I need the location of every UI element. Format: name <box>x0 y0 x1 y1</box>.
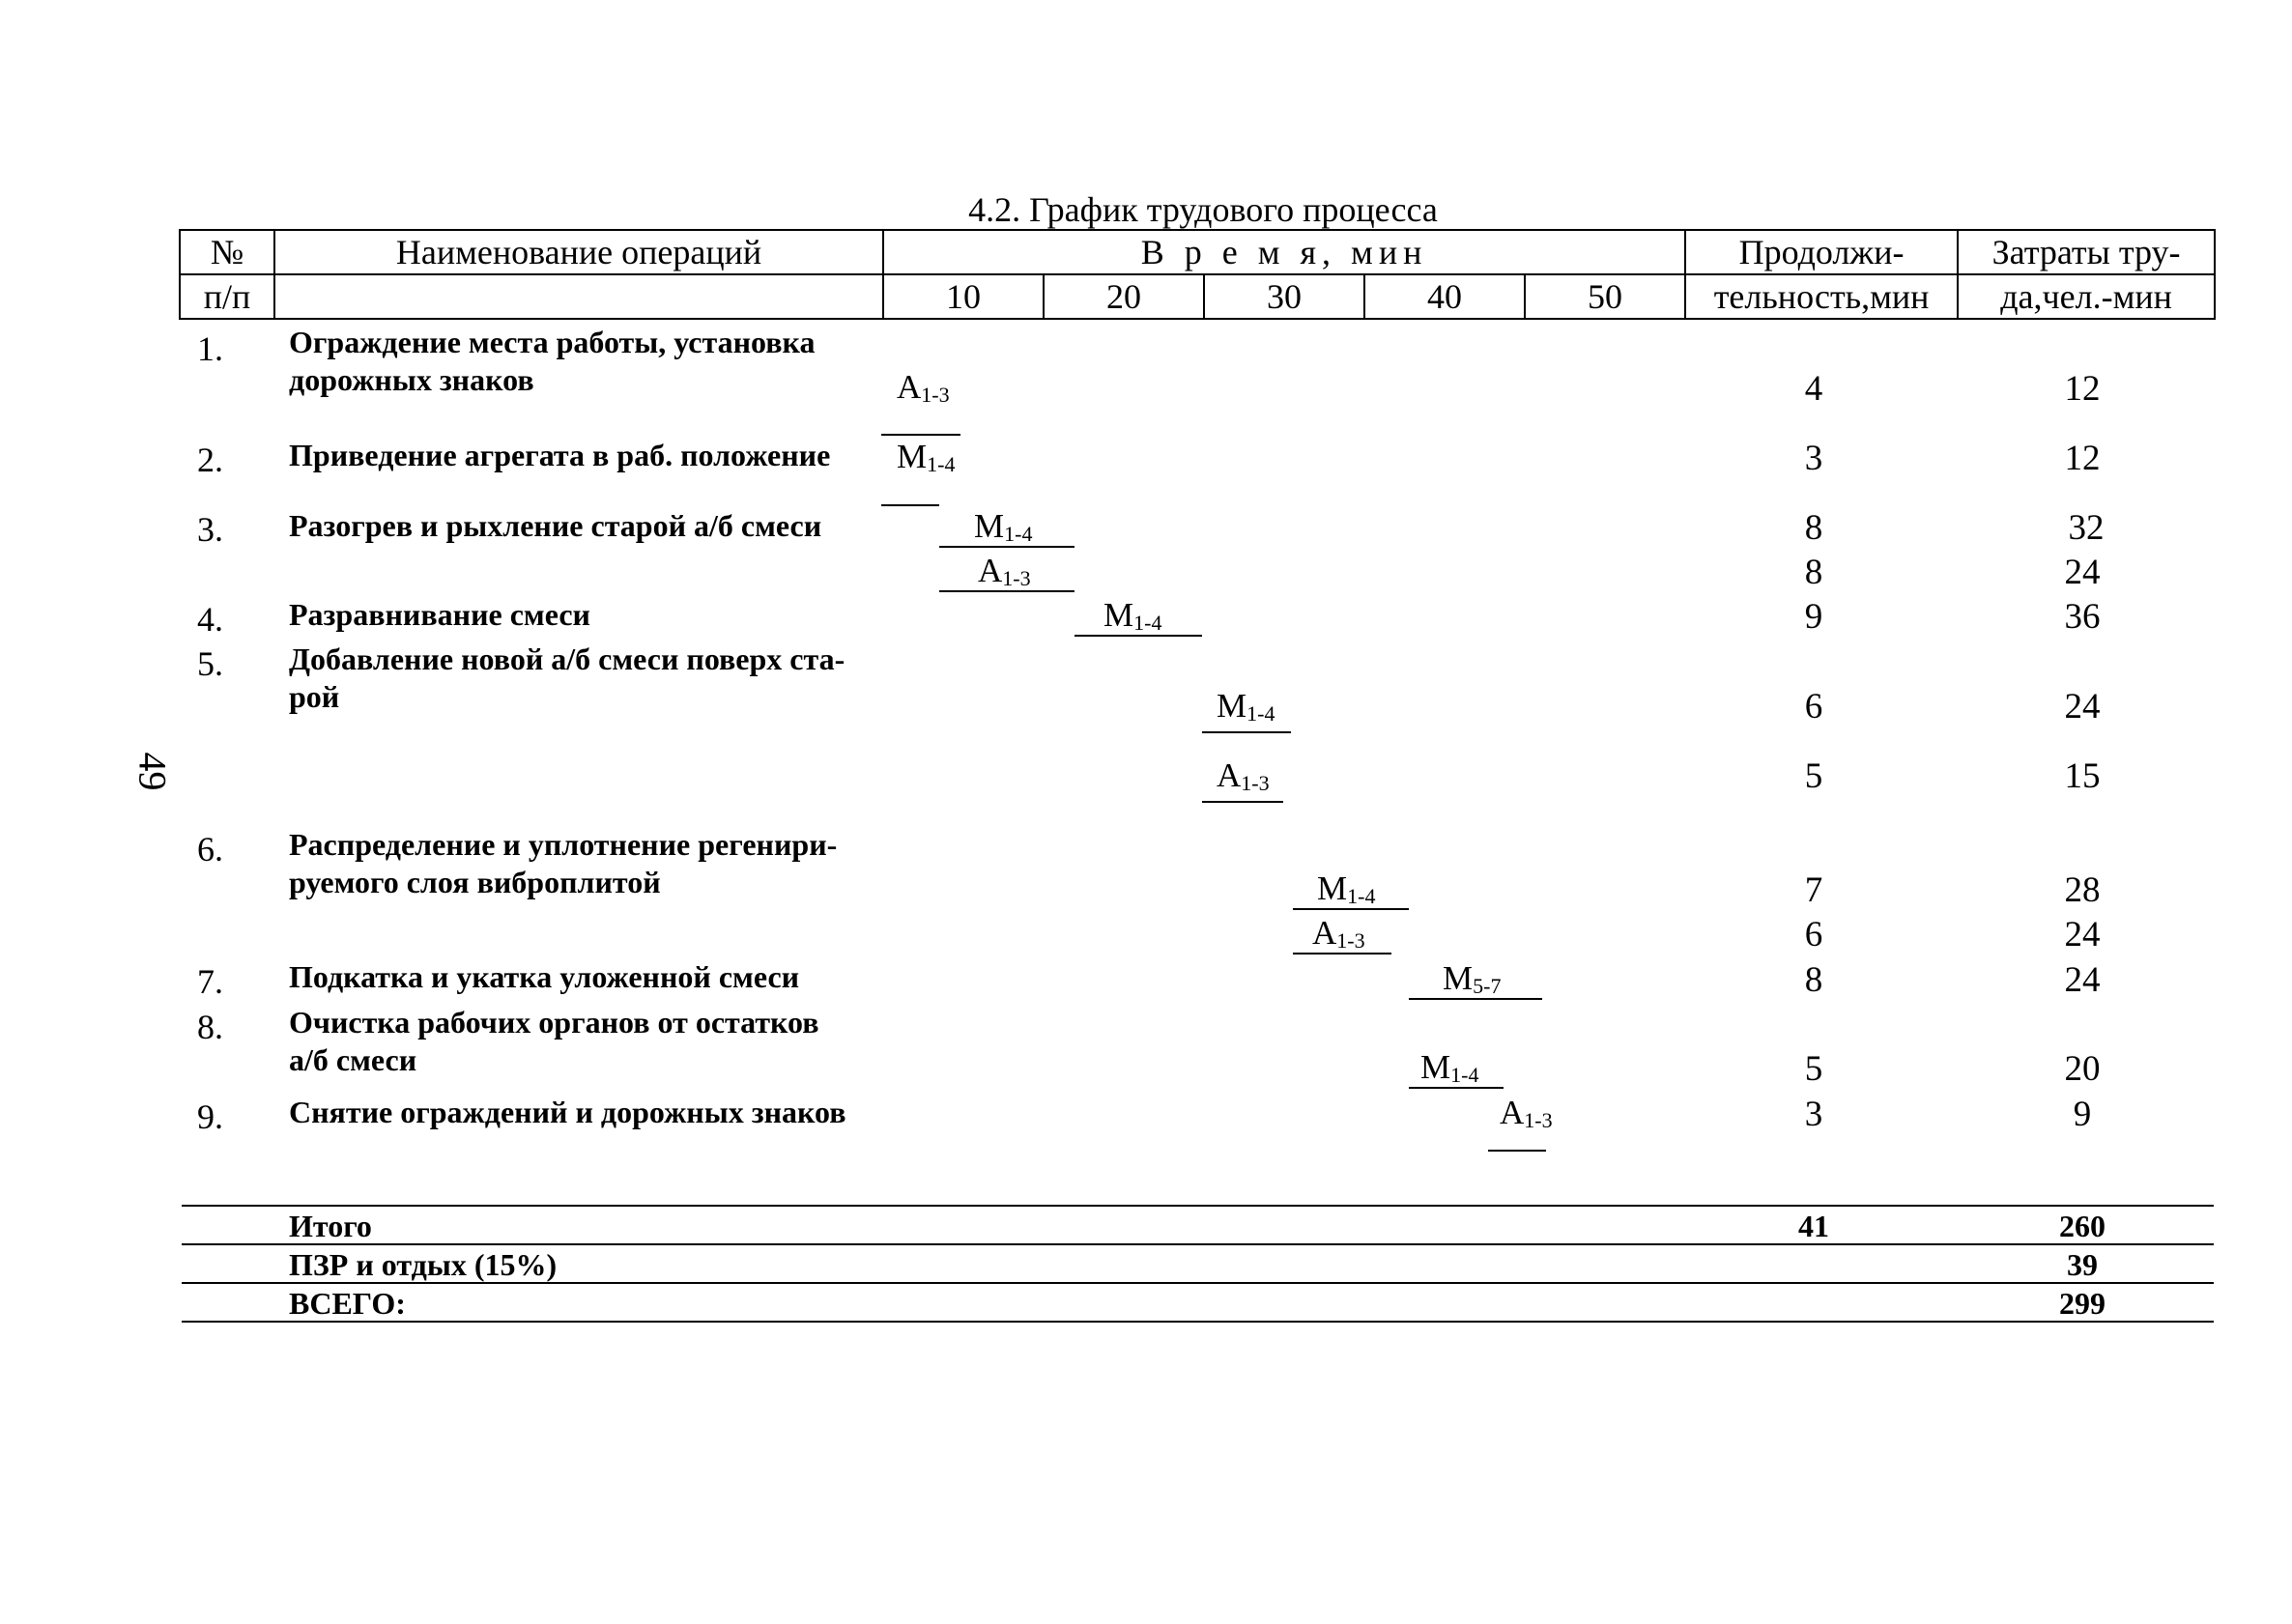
duration-value: 8 <box>1804 553 1823 592</box>
schedule-header-table <box>179 229 2216 320</box>
labor-value: 9 <box>2073 1095 2092 1134</box>
bar-line <box>1293 908 1409 910</box>
gantt-bar <box>1074 596 1202 637</box>
duration-value: 8 <box>1804 508 1823 548</box>
labor-value: 20 <box>2064 1049 2101 1089</box>
labor-value: 36 <box>2064 597 2101 637</box>
bar-line <box>939 590 1074 592</box>
gantt-bar <box>1409 1048 1504 1089</box>
duration-value: 6 <box>1804 687 1823 727</box>
bar-label: $М_{1-4}$ <box>1420 1048 1479 1087</box>
bar-label: $М_{1-4}$ <box>974 507 1033 546</box>
duration-value: 8 <box>1804 960 1823 1000</box>
row-number: 3. <box>197 510 223 549</box>
row-number: 2. <box>197 441 223 479</box>
bar-line <box>1293 953 1391 954</box>
totals-divider <box>182 1282 2214 1284</box>
duration-value: 5 <box>1804 756 1823 796</box>
gantt-bar <box>939 507 1074 548</box>
labor-value: 12 <box>2064 439 2101 478</box>
row-number: 6. <box>197 830 223 869</box>
gantt-bar <box>1202 687 1291 733</box>
bar-line <box>881 504 939 506</box>
operation-name: Подкатка и укатка уложенной смеси <box>289 959 800 994</box>
bar-line <box>1202 801 1283 803</box>
labor-value: 28 <box>2064 870 2101 910</box>
labor-value: 24 <box>2064 553 2101 592</box>
operation-name: Очистка рабочих органов от остатков а/б смеси <box>289 1005 819 1077</box>
time-tick: 30 <box>1204 274 1364 319</box>
bar-label: $М_{1-4}$ <box>1217 687 1275 726</box>
itogo-label: Итого <box>289 1209 372 1243</box>
time-tick: 10 <box>883 274 1044 319</box>
time-tick: 50 <box>1525 274 1685 319</box>
labor-value: 12 <box>2064 369 2101 409</box>
gantt-bar <box>939 552 1074 592</box>
header-duration-sub: тельность,мин <box>1685 274 1958 319</box>
bar-label: $А_{1-3}$ <box>978 552 1031 590</box>
header-name: Наименование операций <box>274 230 883 274</box>
vsego-labor: 299 <box>2059 1286 2106 1321</box>
labor-value: 15 <box>2064 756 2101 796</box>
page-number: 49 <box>130 752 175 791</box>
pzr-labor: 39 <box>2067 1247 2098 1282</box>
header-duration: Продолжи- <box>1685 230 1958 274</box>
labor-value: 24 <box>2064 687 2101 727</box>
gantt-bar <box>897 438 955 476</box>
operation-name: Разравнивание смеси <box>289 597 590 632</box>
operation-name: Разогрев и рыхление старой а/б смеси <box>289 508 822 543</box>
operation-name: Приведение агрегата в раб. положение <box>289 438 831 472</box>
bar-label: $А_{1-3}$ <box>1500 1094 1553 1132</box>
gantt-bar <box>897 368 950 407</box>
duration-value: 3 <box>1804 439 1823 478</box>
pzr-label: ПЗР и отдых (15%) <box>289 1247 558 1282</box>
operation-name: Распределение и уплотнение регенири-руемого слоя виброплитой <box>289 827 838 899</box>
duration-value: 6 <box>1804 915 1823 954</box>
duration-value: 5 <box>1804 1049 1823 1089</box>
time-tick: 40 <box>1364 274 1525 319</box>
header-no-sub: п/п <box>180 274 274 319</box>
gantt-bar <box>1409 959 1542 1000</box>
bar-label: $А_{1-3}$ <box>1312 914 1365 953</box>
totals-divider <box>182 1205 2214 1207</box>
duration-value: 3 <box>1804 1095 1823 1134</box>
gantt-bar <box>1202 756 1283 803</box>
gantt-bar <box>1293 914 1391 954</box>
bar-label: $М_{5-7}$ <box>1443 959 1502 998</box>
gantt-bar <box>1488 1094 1565 1152</box>
header-labor-sub: да,чел.-мин <box>1958 274 2215 319</box>
operation-name: Снятие ограждений и дорожных знаков <box>289 1095 846 1129</box>
bar-label: $М_{1-4}$ <box>1103 596 1162 635</box>
vsego-label: ВСЕГО: <box>289 1286 406 1321</box>
page-title: 4.2. График трудового процесса <box>968 190 1438 229</box>
labor-value: 24 <box>2064 915 2101 954</box>
bar-line <box>939 546 1074 548</box>
itogo-duration: 41 <box>1798 1209 1829 1243</box>
totals-divider <box>182 1321 2214 1323</box>
row-number: 1. <box>197 329 223 368</box>
bar-line <box>1488 1150 1546 1152</box>
labor-value: 32 <box>2068 508 2105 548</box>
duration-value: 7 <box>1804 870 1823 910</box>
header-no: № <box>180 230 274 274</box>
bar-line <box>881 434 960 436</box>
operation-name: Ограждение места работы, установка дорожных знаков <box>289 325 816 397</box>
row-number: 7. <box>197 962 223 1001</box>
labor-value: 24 <box>2064 960 2101 1000</box>
bar-label: $М_{1-4}$ <box>897 438 956 476</box>
bar-line <box>1202 731 1291 733</box>
gantt-bar <box>1293 869 1409 910</box>
bar-line <box>1074 635 1202 637</box>
bar-line <box>1409 1087 1504 1089</box>
header-time: В р е м я, мин <box>883 230 1685 274</box>
time-tick: 20 <box>1044 274 1204 319</box>
header-labor: Затраты тру- <box>1958 230 2215 274</box>
bar-label: $А_{1-3}$ <box>1217 756 1270 795</box>
bar-line <box>1409 998 1542 1000</box>
row-number: 9. <box>197 1097 223 1136</box>
operation-name: Добавление новой а/б смеси поверх ста-рой <box>289 641 845 714</box>
header-name-sub <box>274 274 883 319</box>
duration-value: 4 <box>1804 369 1823 409</box>
totals-divider <box>182 1243 2214 1245</box>
row-number: 8. <box>197 1008 223 1046</box>
duration-value: 9 <box>1804 597 1823 637</box>
row-number: 5. <box>197 644 223 683</box>
bar-label: $М_{1-4}$ <box>1317 869 1376 908</box>
row-number: 4. <box>197 600 223 639</box>
bar-label: $А_{1-3}$ <box>897 368 950 407</box>
itogo-labor: 260 <box>2059 1209 2106 1243</box>
